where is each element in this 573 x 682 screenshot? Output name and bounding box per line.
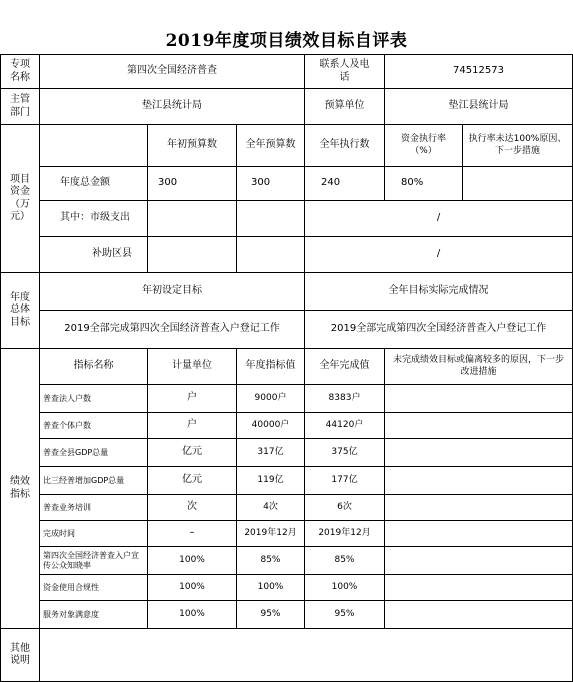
annual-total-label: 年度总金额 xyxy=(60,177,110,189)
indicator-unit: – xyxy=(189,527,195,539)
indicator-name: 服务对象满意度 xyxy=(43,609,99,619)
project-name-value: 第四次全国经济普查 xyxy=(127,65,217,77)
indicator-target: 2019年12月 xyxy=(244,527,297,538)
reason-header: 未完成绩效目标或偏离较多的原因，下一步改进措施 xyxy=(392,355,564,377)
indicator-target: 317亿 xyxy=(257,446,284,457)
indicator-target: 100% xyxy=(257,581,284,592)
other-notes-label: 其他说明 xyxy=(10,642,30,666)
indicator-actual: 85% xyxy=(334,554,355,565)
col-shortfall-reason: 执行率未达100%原因、下一步措施 xyxy=(468,134,567,156)
actual-goal-text: 2019全部完成第四次全国经济普查入户登记工作 xyxy=(330,323,547,335)
indicator-target: 9000户 xyxy=(254,392,287,403)
performance-indicators-label: 绩效指标 xyxy=(10,476,30,500)
contact-value: 74512573 xyxy=(453,65,504,77)
indicator-name: 普查个体户数 xyxy=(43,420,91,430)
annual-total-rate: 80% xyxy=(401,177,424,189)
indicator-unit: 户 xyxy=(187,419,197,431)
budget-unit-label: 预算单位 xyxy=(324,100,365,112)
annual-total-full: 300 xyxy=(251,177,271,189)
indicator-name: 普查业务培训 xyxy=(43,502,91,512)
indicator-unit: 亿元 xyxy=(182,474,202,486)
contact-label: 联系人及电话 xyxy=(319,59,370,83)
indicator-unit: 100% xyxy=(179,608,205,619)
indicator-unit: 100% xyxy=(179,581,205,592)
annual-total-execution: 240 xyxy=(321,177,341,189)
annual-total-initial: 300 xyxy=(158,177,178,189)
department-label: 主管部门 xyxy=(10,94,30,118)
indicator-name: 普查全县GDP总量 xyxy=(43,447,109,457)
city-expenditure-label: 其中：市级支出 xyxy=(60,212,130,224)
indicator-unit: 次 xyxy=(187,501,197,513)
target-header: 年度指标值 xyxy=(245,360,296,372)
indicator-actual: 6次 xyxy=(337,501,352,512)
annual-goals-label: 年度总体目标 xyxy=(10,291,30,328)
district-subsidy-label: 补助区县 xyxy=(92,248,132,260)
col-initial-budget: 年初预算数 xyxy=(167,139,217,151)
actual-goal-header: 全年目标实际完成情况 xyxy=(388,285,489,297)
district-subsidy-slash: / xyxy=(436,248,441,260)
indicator-name: 资金使用合规性 xyxy=(43,582,99,592)
indicator-actual: 375亿 xyxy=(331,446,358,457)
indicator-target: 4次 xyxy=(263,501,278,512)
indicator-target: 85% xyxy=(260,554,281,565)
indicator-name: 完成时间 xyxy=(43,528,75,538)
indicator-unit: 户 xyxy=(187,392,197,404)
indicator-target: 119亿 xyxy=(257,474,284,485)
col-execution-rate: 资金执行率（%） xyxy=(400,134,446,156)
project-funds-label: 项目资金（万元） xyxy=(10,173,30,222)
budget-unit-value: 垫江县统计局 xyxy=(448,100,509,112)
indicator-actual: 100% xyxy=(331,581,358,592)
indicator-target: 40000户 xyxy=(251,419,290,430)
indicator-target: 95% xyxy=(260,608,281,619)
col-full-budget: 全年预算数 xyxy=(245,139,296,151)
indicator-actual: 95% xyxy=(334,608,355,619)
indicator-unit: 亿元 xyxy=(182,446,202,458)
initial-goal-text: 2019全部完成第四次全国经济普查入户登记工作 xyxy=(64,323,280,335)
indicator-name: 比三经普增加GDP总量 xyxy=(43,475,125,485)
indicator-actual: 177亿 xyxy=(331,474,358,485)
project-name-label: 专项名称 xyxy=(10,59,30,83)
indicator-name-header: 指标名称 xyxy=(73,360,114,372)
unit-header: 计量单位 xyxy=(172,360,212,372)
indicator-name: 第四次全国经济普查入户宣传公众知晓率 xyxy=(43,550,139,570)
col-full-execution: 全年执行数 xyxy=(319,139,370,151)
indicator-actual: 8383户 xyxy=(328,392,361,403)
indicator-actual: 2019年12月 xyxy=(318,527,371,538)
indicator-name: 普查法人户数 xyxy=(43,393,91,403)
city-expenditure-slash: / xyxy=(436,212,441,224)
actual-header: 全年完成值 xyxy=(319,360,370,372)
page-title: 2019年度项目绩效目标自评表 xyxy=(165,31,408,51)
indicator-actual: 44120户 xyxy=(325,419,364,430)
department-value: 垫江县统计局 xyxy=(142,100,202,112)
indicator-unit: 100% xyxy=(179,554,205,565)
initial-goal-header: 年初设定目标 xyxy=(142,285,202,297)
